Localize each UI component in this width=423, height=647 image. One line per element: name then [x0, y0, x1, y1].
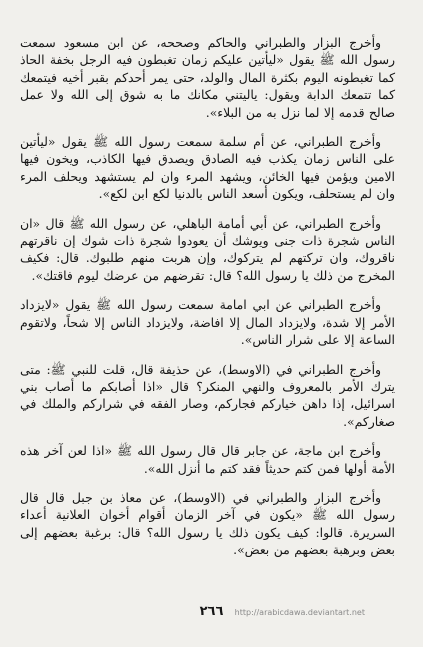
paragraph-6: وأخرج ابن ماجة، عن جابر قال قال رسول الله ﷺ «اذا لعن آخر هذه الأمة أولها فمن كتم حديثاً فقد كتم ما أنزل الله».	[20, 443, 395, 476]
paragraph-2: وأخرج الطبراني، عن أم سلمة سمعت رسول الله ﷺ يقول «ليأتين على الناس زمان يكذب فيه الصادق ويصدق فيها الكاذب، ويخون فيها الامين ويؤمن فيها الخائن، ويشهد المرء وان لم يستشهد ويحلف المرء وان لم يستحلف، ويكون أسعد الناس بالدنيا لكع ابن لكع».	[20, 134, 395, 202]
page-body	[20, 34, 395, 571]
paragraph-3: وأخرج الطبراني، عن أبي أمامة الباهلي، عن رسول الله ﷺ قال «ان الناس شجرة ذات جنى ويوشك أن يعودوا شجرة ذات شوك إن ناقرتهم ناقروك، وان تركتهم لم يتركوك، وإن هربت منهم طلبوك. قال: فكيف المخرج من ذلك يا رسول الله؟ قال: تقرضهم من عرضك ليوم فاقتك».	[20, 215, 395, 283]
page-number: ٢٦٦	[199, 604, 224, 619]
paragraph-5: وأخرج الطبراني في (الاوسط)، عن حذيفة قال، قلت للنبي ﷺ: متى يترك الأمر بالمعروف والنهي المنكر؟ قال «اذا أصابكم ما أصاب بني اسرائيل، إذا داهن خياركم فجاركم، وصار الفقه في شراركم والملك في صغاركم».	[20, 361, 395, 429]
watermark-url: http://arabicdawa.deviantart.net	[234, 608, 365, 617]
paragraph-7: وأخرج البزار والطبراني في (الاوسط)، عن معاذ بن جبل قال قال رسول الله ﷺ «يكون في آخر الزمان أقوام أخوان العلانية أعداء السريرة. قالوا: كيف يكون ذلك يا رسول الله؟ قال: برغبة بعضهم إلى بعض وبرهبة بعضهم من بعض».	[20, 489, 395, 558]
page-footer	[0, 604, 423, 622]
paragraph-4: وأخرج الطبراني عن ابي امامة سمعت رسول الله ﷺ يقول «لايزداد الأمر إلا شدة، ولايزداد المال إلا افاضة، ولايزداد الناس إلا شحاً، ولاتقوم الساعة إلا على شرار الناس».	[20, 297, 395, 348]
paragraph-1: وأخرج البزار والطبراني والحاكم وصححه، عن ابن مسعود سمعت رسول الله ﷺ يقول «ليأتين عليكم زمان تغبطون فيه الرجل بخفة الحاذ كما تغبطونه اليوم بكثرة المال والولد، حتى يمر أحدكم بقبر أخيه فيتمعك كما تتمعك الدابة ويقول: ياليتني مكانك ما به شوق إلى الله ولا عمل صالح قدمه إلا لما نزل به من البلاء».	[20, 35, 395, 120]
